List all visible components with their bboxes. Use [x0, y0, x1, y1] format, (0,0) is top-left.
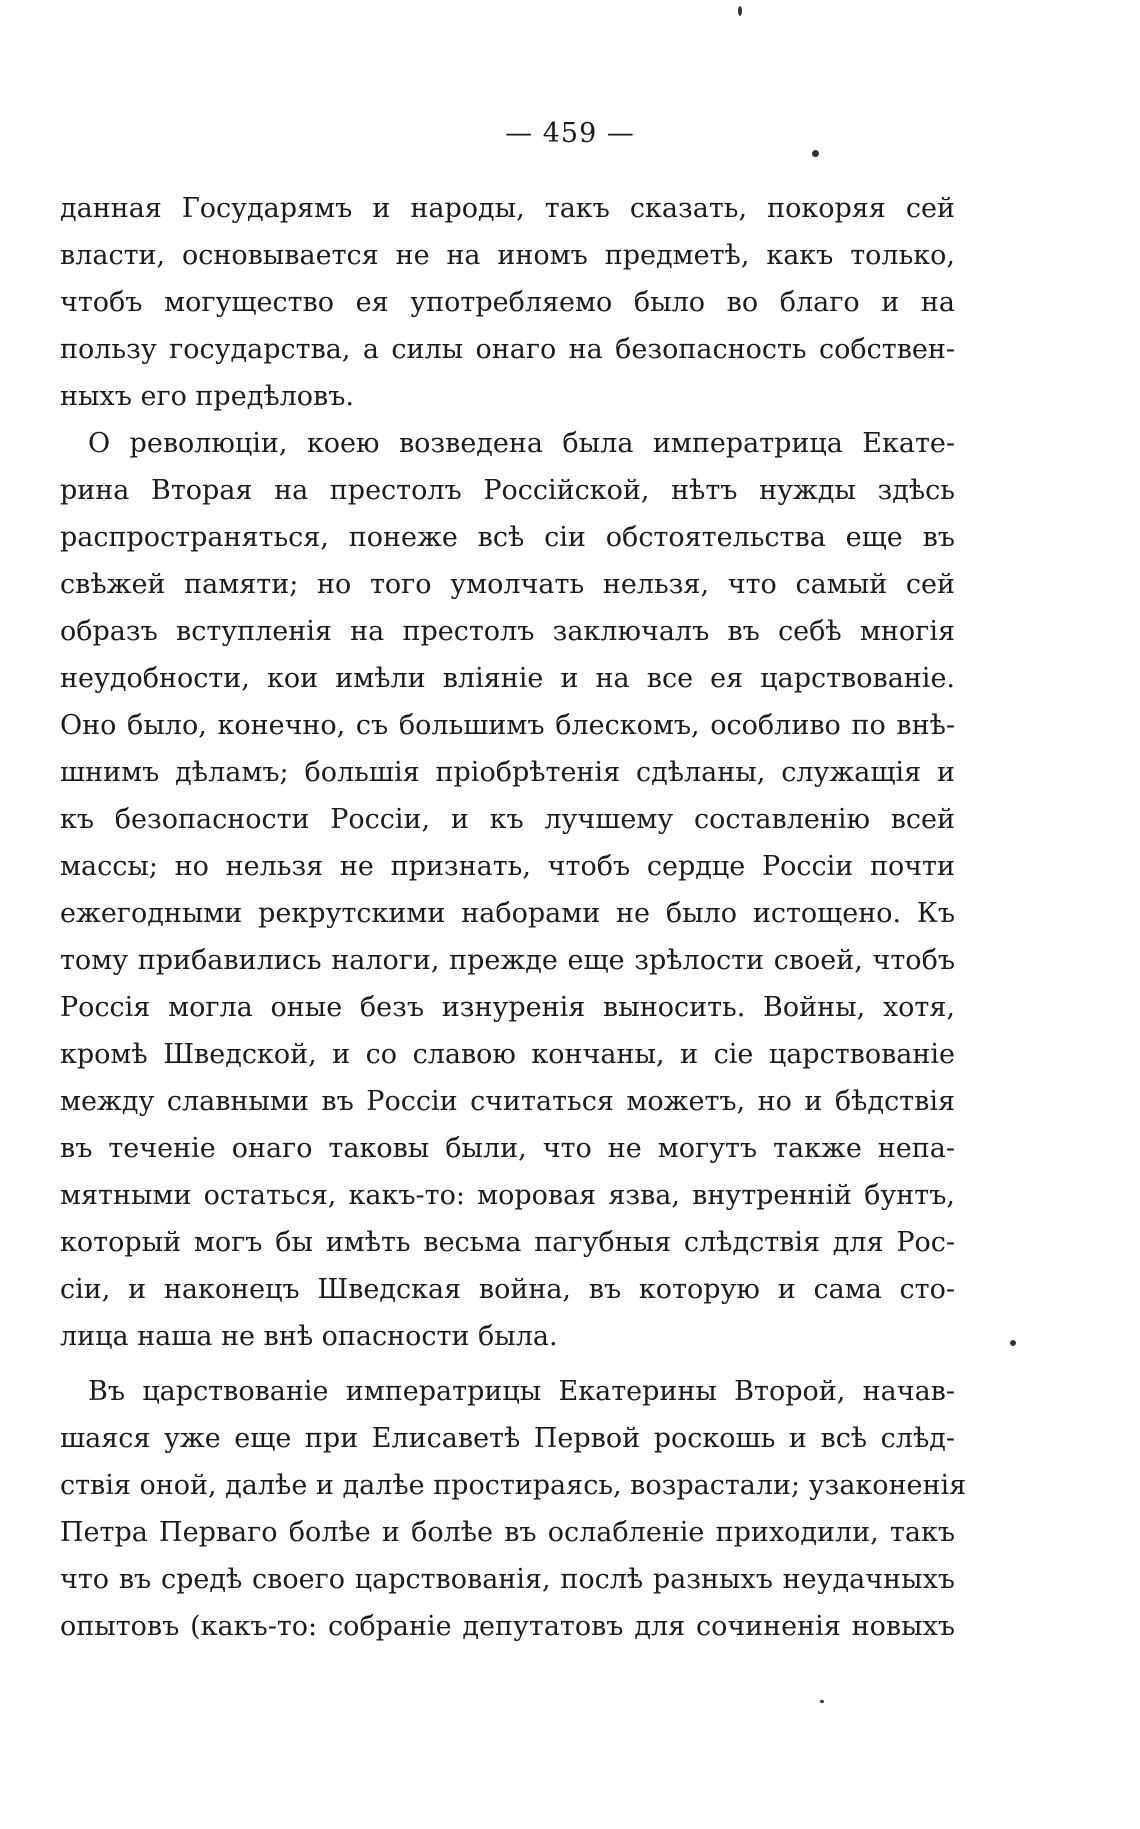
text-line: чтобъ могущество ея употребляемо было во благо и на [60, 287, 955, 318]
text-line: неудобности, кои имѣли вліяніе и на все ея царствованіе. [60, 663, 955, 694]
text-line: массы; но нельзя не признать, чтобъ сердце Россіи почти [60, 851, 955, 882]
text-line: что въ средѣ своего царствованія, послѣ разныхъ неудачныхъ [60, 1564, 955, 1595]
text-line: Въ царствованіе императрицы Екатерины Второй, начав- [88, 1376, 955, 1407]
text-line: Оно было, конечно, съ большимъ блескомъ, особливо по внѣ- [60, 710, 955, 741]
text-line: распространяться, понеже всѣ сіи обстоятельства еще въ [60, 522, 955, 553]
text-block [60, 185, 967, 1650]
text-line: сіи, и наконецъ Шведская война, въ которую и сама сто- [60, 1274, 955, 1305]
text-line: рина Вторая на престолъ Россійской, нѣтъ нужды здѣсь [60, 475, 955, 506]
text-line: опытовъ (какъ-то: собраніе депутатовъ для сочиненія новыхъ [60, 1611, 955, 1642]
text-line: между славными въ Россіи считаться можетъ, но и бѣдствія [60, 1086, 955, 1117]
text-line: Петра Перваго болѣе и болѣе въ ослабленіе приходили, такъ [60, 1517, 955, 1548]
text-line: власти, основывается не на иномъ предметѣ, какъ только, [60, 240, 955, 271]
paragraph-1 [60, 185, 955, 420]
text-line: Россія могла оные безъ изнуренія выносить. Войны, хотя, [60, 992, 955, 1023]
text-line: мятными остаться, какъ-то: моровая язва, внутренній бунтъ, [60, 1180, 955, 1211]
text-line: который могъ бы имѣть весьма пагубныя слѣдствія для Рос- [60, 1227, 955, 1258]
text-line: данная Государямъ и народы, такъ сказать, покоряя сей [60, 193, 955, 224]
page-number: — 459 — [505, 118, 635, 149]
text-line: шаяся уже еще при Елисаветѣ Первой роскошь и всѣ слѣд- [60, 1423, 955, 1454]
paragraph-3 [60, 1368, 967, 1650]
text-line: тому прибавились налоги, прежде еще зрѣлости своей, чтобъ [60, 945, 955, 976]
text-line: ежегодными рекрутскими наборами не было истощено. Къ [60, 898, 955, 929]
text-line: въ теченіе онаго таковы были, что не могутъ также непа- [60, 1133, 955, 1164]
paragraph-2 [60, 420, 955, 1360]
paragraph-spacer [60, 1360, 955, 1368]
scan-speck [738, 6, 742, 16]
text-line: О революціи, коею возведена была императрица Екате- [88, 428, 955, 459]
text-line: пользу государства, а силы онаго на безопасность собствен- [60, 334, 955, 365]
text-line: образъ вступленія на престолъ заключалъ въ себѣ многія [60, 616, 955, 647]
text-line: свѣжей памяти; но того умолчать нельзя, что самый сей [60, 569, 955, 600]
text-line: къ безопасности Россіи, и къ лучшему составленію всей [60, 804, 955, 835]
text-line: лица наша не внѣ опасности была. [60, 1321, 558, 1352]
text-line: кромѣ Шведской, и со славою кончаны, и сіе царствованіе [60, 1039, 955, 1070]
scan-speck [820, 1700, 824, 1703]
scan-speck [1010, 1340, 1016, 1346]
text-line: ныхъ его предѣловъ. [60, 381, 354, 412]
text-line: шнимъ дѣламъ; большія пріобрѣтенія сдѣланы, служащія и [60, 757, 955, 788]
scan-speck [812, 150, 819, 157]
text-line: ствія оной, далѣе и далѣе простираясь, возрастали; узаконенія [60, 1470, 967, 1501]
